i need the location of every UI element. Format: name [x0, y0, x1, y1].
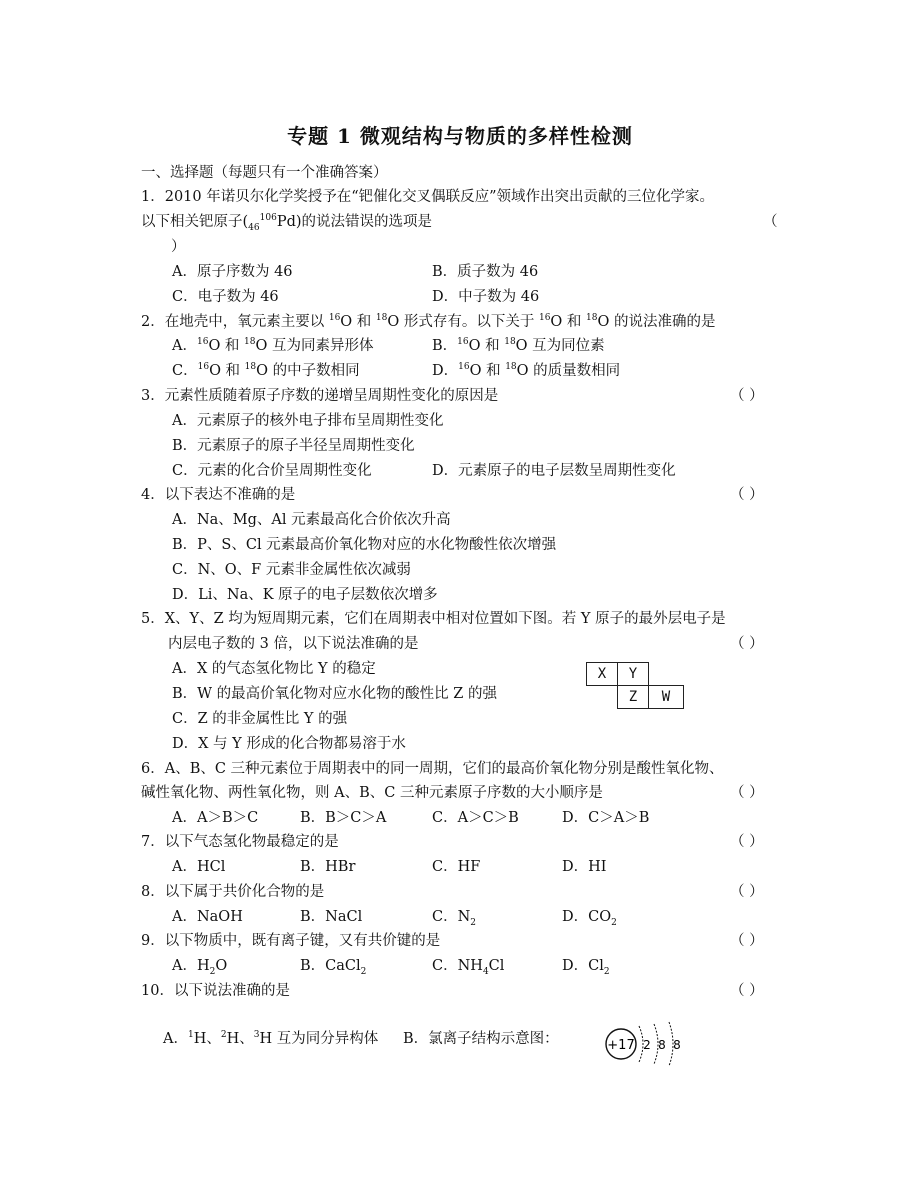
q6-option-c: C．A＞C＞B — [432, 810, 519, 826]
q3-option-d: D．元素原子的电子层数呈周期性变化 — [432, 463, 676, 479]
q10-option-a: A．$^1$H、$^2$H、$^3$H 互为同分异构体 — [163, 1030, 379, 1047]
q10-stem: 10．以下说法准确的是 — [141, 983, 290, 999]
shell-count-3: 8 — [673, 1038, 681, 1052]
q4-option-b: B．P、S、Cl 元素最高价氧化物对应的水化物酸性依次增强 — [172, 537, 557, 553]
q1-paren-open: （ — [763, 214, 778, 230]
q3-option-c: C．元素的化合价呈周期性变化 — [172, 463, 372, 479]
q2-option-c: C．$^{16}$O 和 $^{18}$O 的中子数相同 — [172, 362, 360, 379]
q6-option-b: B．B＞C＞A — [300, 810, 387, 826]
q7-option-b: B．HBr — [300, 859, 356, 875]
q7-option-c: C．HF — [432, 859, 481, 875]
q5-option-c: C．Z 的非金属性比 Y 的强 — [172, 711, 348, 727]
q5-option-b: B．W 的最高价氧化物对应水化物的酸性比 Z 的强 — [172, 686, 497, 702]
q8-stem: 8．以下属于共价化合物的是 — [141, 884, 325, 900]
q1-stem-line2: 以下相关钯原子$(_{46}^{106}Pd)$的说法错误的选项是 — [141, 213, 433, 233]
cell-z: Z — [617, 685, 649, 709]
cell-y: Y — [617, 662, 649, 686]
q1-option-d: D．中子数为 46 — [432, 289, 540, 305]
q3-stem: 3．元素性质随着原子序数的递增呈周期性变化的原因是 — [141, 388, 499, 404]
q1-paren-close: ） — [171, 239, 186, 255]
q6-answer-paren: （ ） — [730, 785, 764, 801]
q5-option-d: D．X 与 Y 形成的化合物都易溶于水 — [172, 736, 406, 752]
q5-stem-line2: 内层电子数的 3 倍，以下说法准确的是 — [168, 636, 419, 652]
q2-option-d: D．$^{16}$O 和 $^{18}$O 的质量数相同 — [432, 362, 621, 379]
q3-option-a: A．元素原子的核外电子排布呈周期性变化 — [172, 413, 444, 429]
periodic-table-fragment — [586, 662, 686, 714]
q10-option-b: B．氯离子结构示意图： — [403, 1031, 559, 1047]
chloride-ion-structure-diagram — [603, 1020, 687, 1066]
cell-x: X — [586, 662, 618, 686]
q2-option-a: A．$^{16}$O 和 $^{18}$O 互为同素异形体 — [172, 337, 374, 354]
q9-option-d: D．$Cl_2$ — [562, 958, 610, 977]
q1-option-b: B．质子数为 46 — [432, 264, 539, 280]
q6-option-d: D．C＞A＞B — [562, 810, 650, 826]
q8-option-b: B．NaCl — [300, 909, 363, 925]
q5-answer-paren: （ ） — [730, 636, 764, 652]
shell-count-1: 2 — [643, 1038, 651, 1052]
q9-stem: 9．以下物质中，既有离子键，又有共价键的是 — [141, 933, 441, 949]
q10-answer-paren: （ ） — [730, 983, 764, 999]
q3-option-b: B．元素原子的原子半径呈周期性变化 — [172, 438, 415, 454]
q6-stem-line2: 碱性氧化物、两性氧化物，则 A、B、C 三种元素原子序数的大小顺序是 — [141, 785, 603, 801]
q2-stem: 2．在地壳中，氧元素主要以 $^{16}$O 和 $^{18}$O 形式存有。以下关于 $^{16}$O 和 $^{18}$O 的说法准确的是 — [141, 313, 716, 330]
q5-option-a: A．X 的气态氢化物比 Y 的稳定 — [172, 661, 376, 677]
q9-option-c: C．$NH_4Cl$ — [432, 958, 505, 977]
q6-option-a: A．A＞B＞C — [172, 810, 259, 826]
cell-w: W — [648, 685, 684, 709]
q9-option-b: B．CaCl$_2$ — [300, 958, 367, 977]
q7-option-d: D．HI — [562, 859, 607, 875]
q1-option-c: C．电子数为 46 — [172, 289, 279, 305]
nucleus-label: +17 — [607, 1038, 635, 1053]
q8-option-d: D．$CO_2$ — [562, 909, 617, 928]
section-heading: 一、选择题（每题只有一个准确答案） — [141, 165, 388, 181]
q4-option-a: A．Na、Mg、Al 元素最高化合价依次升高 — [172, 512, 451, 528]
q9-answer-paren: （ ） — [730, 933, 764, 949]
q5-stem-line1: 5．X、Y、Z 均为短周期元素，它们在周期表中相对位置如下图。若 Y 原子的最外层电子是 — [141, 611, 726, 627]
q4-stem: 4．以下表达不准确的是 — [141, 487, 296, 503]
shell-count-2: 8 — [658, 1038, 666, 1052]
q7-option-a: A．HCl — [172, 859, 226, 875]
q3-answer-paren: （ ） — [730, 388, 764, 404]
q8-answer-paren: （ ） — [730, 884, 764, 900]
q2-option-b: B．$^{16}$O 和 $^{18}$O 互为同位素 — [432, 337, 605, 354]
page-title: 专题 1 微观结构与物质的多样性检测 — [287, 124, 633, 148]
q8-option-a: A．NaOH — [172, 909, 243, 925]
q6-stem-line1: 6．A、B、C 三种元素位于周期表中的同一周期，它们的最高价氧化物分别是酸性氧化物、 — [141, 761, 724, 777]
q4-option-d: D．Li、Na、K 原子的电子层数依次增多 — [172, 587, 438, 603]
q8-option-c: C．$N_2$ — [432, 909, 477, 928]
q7-answer-paren: （ ） — [730, 834, 764, 850]
q9-option-a: A．$H_2O$ — [172, 958, 228, 977]
q4-answer-paren: （ ） — [730, 487, 764, 503]
q1-stem-line1: 1．2010 年诺贝尔化学奖授予在“钯催化交叉偶联反应”领域作出突出贡献的三位化学家。 — [141, 189, 715, 205]
q4-option-c: C．N、O、F 元素非金属性依次减弱 — [172, 562, 411, 578]
q1-option-a: A．原子序数为 46 — [172, 264, 293, 280]
q7-stem: 7．以下气态氢化物最稳定的是 — [141, 834, 339, 850]
